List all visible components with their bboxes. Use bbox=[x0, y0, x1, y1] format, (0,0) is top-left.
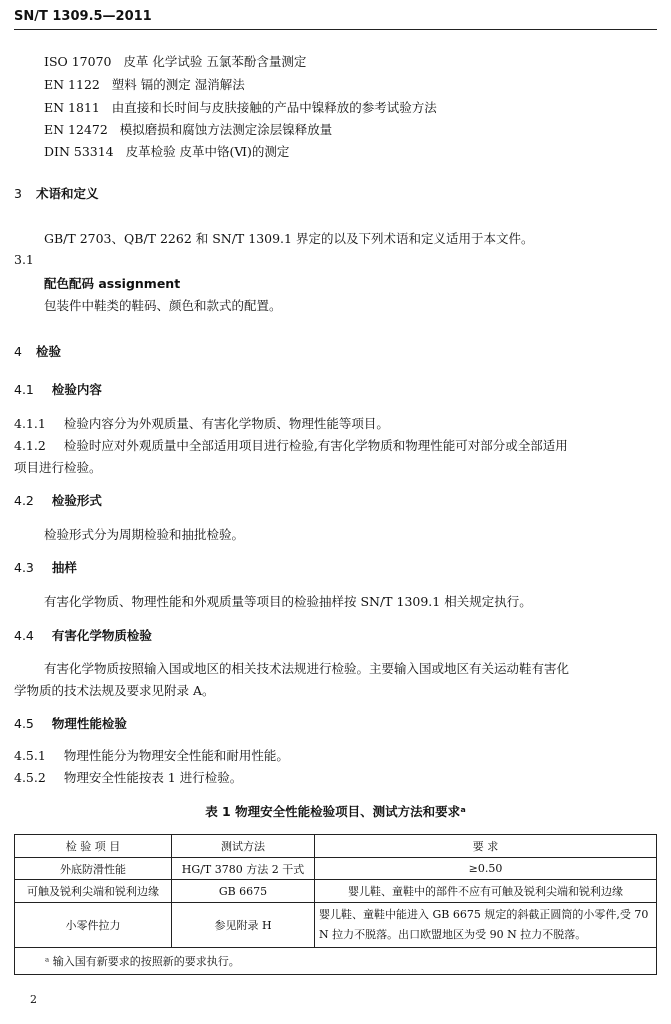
section-4-4-text-cont: 学物质的技术法规及要求见附录 A。 bbox=[14, 683, 215, 698]
clause-4-1-2-cont: 项目进行检验。 bbox=[14, 460, 102, 475]
reference-title: 皮革 化学试验 五氯苯酚含量测定 bbox=[123, 54, 307, 69]
section-heading-4-2: 4.2 检验形式 bbox=[14, 493, 102, 508]
clause-4-5-2: 4.5.2 物理安全性能按表 1 进行检验。 bbox=[14, 770, 243, 785]
header-rule bbox=[14, 29, 657, 30]
table-cell: 小零件拉力 bbox=[15, 903, 172, 948]
table-cell: 婴儿鞋、童鞋中能进入 GB 6675 规定的斜截正圆筒的小零件,受 70 N 拉力不脱落。出口欧盟地区为受 90 N 拉力不脱落。 bbox=[315, 903, 657, 948]
table-row bbox=[15, 903, 657, 948]
section-heading-3: 3 术语和定义 bbox=[14, 186, 99, 201]
reference-code: ISO 17070 bbox=[44, 54, 112, 69]
table-header-cell: 测试方法 bbox=[172, 835, 315, 858]
table-row bbox=[15, 858, 657, 880]
standard-code-header: SN/T 1309.5—2011 bbox=[14, 9, 152, 24]
reference-item bbox=[44, 120, 332, 138]
clause-4-1-1: 4.1.1 检验内容分为外观质量、有害化学物质、物理性能等项目。 bbox=[14, 416, 389, 431]
reference-item bbox=[44, 98, 437, 116]
reference-item bbox=[44, 142, 289, 160]
reference-code: EN 1811 bbox=[44, 100, 100, 115]
table-caption: 表 1 物理安全性能检验项目、测试方法和要求ᵃ bbox=[205, 804, 466, 819]
clause-3-1-number: 3.1 bbox=[14, 252, 34, 267]
section-4-4-text: 有害化学物质按照输入国或地区的相关技术法规进行检验。主要输入国或地区有关运动鞋有害化 bbox=[44, 661, 570, 676]
section-heading-4-5: 4.5 物理性能检验 bbox=[14, 716, 127, 731]
table-cell: 外底防滑性能 bbox=[15, 858, 172, 880]
reference-item bbox=[44, 75, 245, 93]
reference-title: 皮革检验 皮革中铬(Ⅵ)的测定 bbox=[125, 144, 290, 159]
reference-title: 塑料 镉的测定 湿消解法 bbox=[111, 77, 245, 92]
section-4-3-text: 有害化学物质、物理性能和外观质量等项目的检验抽样按 SN/T 1309.1 相关规定执行。 bbox=[44, 594, 532, 609]
clause-4-5-1: 4.5.1 物理性能分为物理安全性能和耐用性能。 bbox=[14, 748, 289, 763]
table-cell: 参见附录 H bbox=[172, 903, 315, 948]
table-cell: HG/T 3780 方法 2 干式 bbox=[172, 858, 315, 880]
page-number: 2 bbox=[30, 993, 37, 1006]
section-heading-4-1: 4.1 检验内容 bbox=[14, 382, 102, 397]
table-footnote-row bbox=[15, 948, 657, 975]
table-footnote: ᵃ 输入国有新要求的按照新的要求执行。 bbox=[15, 948, 657, 975]
safety-test-table bbox=[14, 834, 657, 975]
term-definition: 包装件中鞋类的鞋码、颜色和款式的配置。 bbox=[44, 298, 282, 313]
table-header-cell: 检 验 项 目 bbox=[15, 835, 172, 858]
reference-code: DIN 53314 bbox=[44, 144, 114, 159]
table-cell: 可触及锐利尖端和锐利边缘 bbox=[15, 880, 172, 903]
reference-title: 由直接和长时间与皮肤接触的产品中镍释放的参考试验方法 bbox=[111, 100, 437, 115]
term-heading: 配色配码 assignment bbox=[44, 276, 181, 291]
clause-4-1-2: 4.1.2 检验时应对外观质量中全部适用项目进行检验,有害化学物质和物理性能可对部分或全部适用 bbox=[14, 438, 568, 453]
section-3-text: GB/T 2703、QB/T 2262 和 SN/T 1309.1 界定的以及下列术语和定义适用于本文件。 bbox=[44, 231, 534, 246]
reference-code: EN 1122 bbox=[44, 77, 100, 92]
table-cell: 婴儿鞋、童鞋中的部件不应有可触及锐利尖端和锐利边缘 bbox=[315, 880, 657, 903]
reference-title: 模拟磨损和腐蚀方法测定涂层镍释放量 bbox=[119, 122, 333, 137]
table-row bbox=[15, 880, 657, 903]
section-heading-4: 4 检验 bbox=[14, 344, 61, 359]
section-heading-4-4: 4.4 有害化学物质检验 bbox=[14, 628, 152, 643]
section-heading-4-3: 4.3 抽样 bbox=[14, 560, 77, 575]
reference-item bbox=[44, 52, 306, 70]
table-header-cell: 要 求 bbox=[315, 835, 657, 858]
reference-code: EN 12472 bbox=[44, 122, 108, 137]
table-cell: GB 6675 bbox=[172, 880, 315, 903]
table-cell: ≥0.50 bbox=[315, 858, 657, 880]
table-header-row bbox=[15, 835, 657, 858]
section-4-2-text: 检验形式分为周期检验和抽批检验。 bbox=[44, 527, 245, 542]
